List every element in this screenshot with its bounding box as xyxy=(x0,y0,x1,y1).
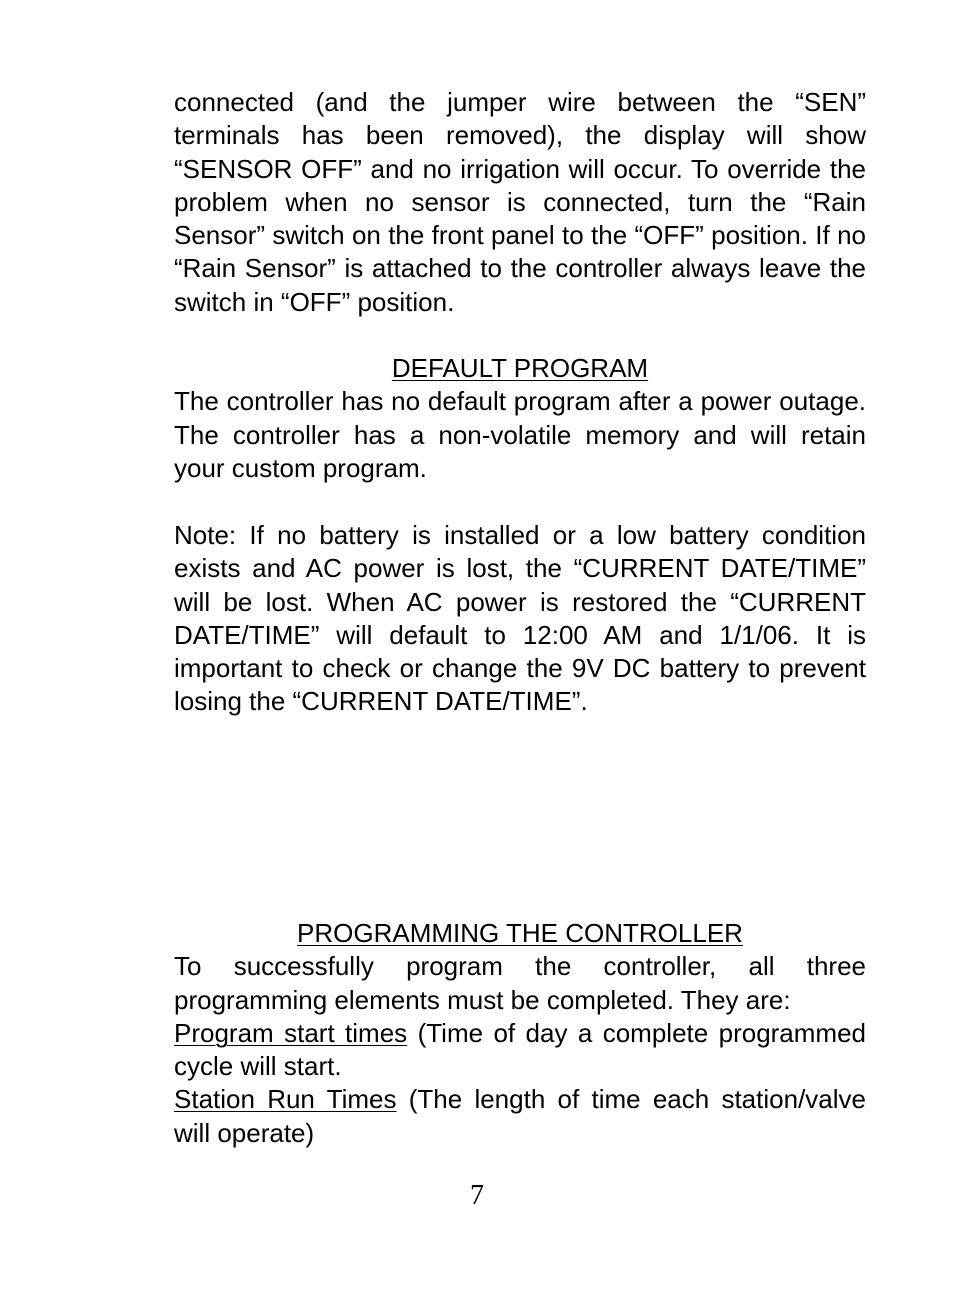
note-text: Note: If no battery is installed or a low battery condition exists and AC power is lost, the “CURRENT DATE/TIME” will be lost. When AC power is restored the “CURRENT DATE/TIME” will default to 12:00 AM and 1/1/06. It is important to check or change the 9V DC battery to prevent losing the “CURRENT DATE/TIME”. xyxy=(174,520,866,717)
item-description: (Time of day a complete programmed cycle will start. xyxy=(174,1017,867,1082)
item-term: Station Run Times xyxy=(174,1084,397,1115)
paragraph-text: connected (and the jumper wire between the “SEN” terminals has been removed), the display will show “SENSOR OFF” and no irrigation will occur. To override the problem when no sensor is connected, turn the “Rain Sensor” switch on the front panel to the “OFF” position. If no “Rain Sensor” is attached to the controller always leave the switch in “OFF” position. xyxy=(174,87,866,317)
page-number: 7 xyxy=(470,1180,484,1211)
battery-note xyxy=(174,519,866,719)
section-intro: To successfully program the controller, all three programming elements must be completed. They are: xyxy=(174,951,866,1015)
programming-section xyxy=(174,917,866,1150)
section-body: The controller has no default program after a power outage. The controller has a non-volatile memory and will retain your custom program. xyxy=(174,386,866,483)
default-program-section xyxy=(174,352,866,485)
list-item xyxy=(174,1083,866,1150)
rain-sensor-paragraph xyxy=(174,86,866,319)
section-heading: PROGRAMMING THE CONTROLLER xyxy=(297,918,743,948)
item-description: (The length of time each station/valve will operate) xyxy=(174,1084,866,1148)
section-heading: DEFAULT PROGRAM xyxy=(391,353,649,383)
item-term: Program start times xyxy=(174,1017,408,1048)
list-item xyxy=(174,1017,866,1084)
